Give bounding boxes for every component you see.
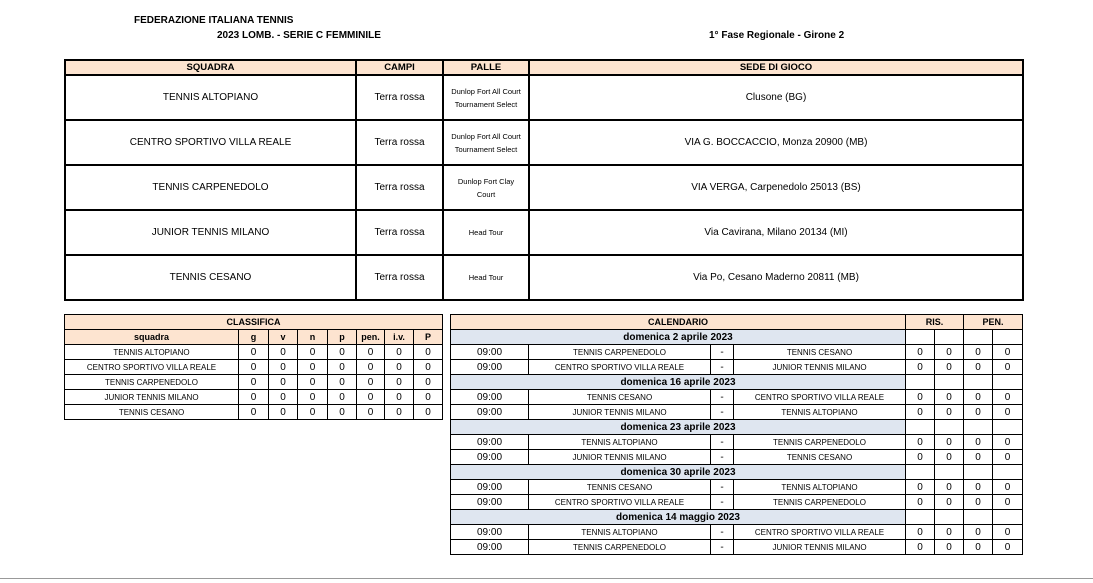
calendar-day-row — [451, 420, 1023, 435]
teams-table — [64, 59, 1024, 301]
classifica-row — [65, 405, 443, 420]
match-pen-away: 0 — [993, 480, 1023, 495]
classifica-value: 0 — [239, 390, 269, 405]
match-home-team: TENNIS ALTOPIANO — [529, 435, 711, 450]
page-bottom-rule — [0, 578, 1093, 579]
phase-title: 1° Fase Regionale - Girone 2 — [709, 30, 845, 41]
classifica-value: 0 — [385, 390, 414, 405]
match-pen-away: 0 — [993, 540, 1023, 555]
classifica-value: 0 — [298, 345, 328, 360]
empty-score-cell — [935, 510, 964, 525]
match-pen-away: 0 — [993, 360, 1023, 375]
match-home-team: CENTRO SPORTIVO VILLA REALE — [529, 360, 711, 375]
empty-score-cell — [964, 375, 993, 390]
match-pen-home: 0 — [964, 390, 993, 405]
team-balls-line: Head Tour — [468, 228, 504, 237]
classifica-team: TENNIS CARPENEDOLO — [65, 375, 239, 390]
match-separator: - — [711, 405, 734, 420]
classifica-team: TENNIS CESANO — [65, 405, 239, 420]
classifica-team: TENNIS ALTOPIANO — [65, 345, 239, 360]
classifica-title: CLASSIFICA — [65, 315, 443, 330]
classifica-col-header: pen. — [357, 330, 385, 345]
championship-title: 2023 LOMB. - SERIE C FEMMINILE — [217, 30, 381, 41]
team-balls — [443, 165, 529, 210]
match-away-team: TENNIS ALTOPIANO — [734, 405, 906, 420]
empty-score-cell — [906, 330, 935, 345]
empty-score-cell — [906, 465, 935, 480]
classifica-value: 0 — [239, 405, 269, 420]
match-pen-away: 0 — [993, 345, 1023, 360]
classifica-value: 0 — [239, 360, 269, 375]
match-ris-away: 0 — [935, 360, 964, 375]
classifica-value: 0 — [239, 345, 269, 360]
match-separator: - — [711, 390, 734, 405]
team-name: JUNIOR TENNIS MILANO — [65, 210, 356, 255]
classifica-row — [65, 390, 443, 405]
team-balls-line: Head Tour — [468, 273, 504, 282]
team-balls — [443, 255, 529, 300]
match-ris-away: 0 — [935, 390, 964, 405]
match-time: 09:00 — [451, 405, 529, 420]
classifica-team: JUNIOR TENNIS MILANO — [65, 390, 239, 405]
match-home-team: JUNIOR TENNIS MILANO — [529, 450, 711, 465]
calendario-title: CALENDARIO — [451, 315, 906, 330]
classifica-value: 0 — [269, 390, 298, 405]
classifica-value: 0 — [328, 390, 357, 405]
classifica-col-header: P — [414, 330, 443, 345]
match-pen-home: 0 — [964, 495, 993, 510]
calendar-date: domenica 2 aprile 2023 — [451, 330, 906, 345]
match-ris-home: 0 — [906, 435, 935, 450]
pen-header: PEN. — [964, 315, 1023, 330]
classifica-value: 0 — [239, 375, 269, 390]
classifica-row — [65, 360, 443, 375]
match-home-team: JUNIOR TENNIS MILANO — [529, 405, 711, 420]
match-home-team: TENNIS CESANO — [529, 390, 711, 405]
calendar-match-row — [451, 480, 1023, 495]
match-time: 09:00 — [451, 435, 529, 450]
match-separator: - — [711, 525, 734, 540]
match-ris-home: 0 — [906, 345, 935, 360]
match-pen-home: 0 — [964, 540, 993, 555]
match-separator: - — [711, 540, 734, 555]
match-pen-home: 0 — [964, 360, 993, 375]
empty-score-cell — [964, 510, 993, 525]
col-sede: SEDE DI GIOCO — [529, 60, 1023, 75]
classifica-value: 0 — [357, 360, 385, 375]
match-ris-home: 0 — [906, 360, 935, 375]
classifica-value: 0 — [385, 345, 414, 360]
match-away-team: TENNIS CESANO — [734, 345, 906, 360]
match-pen-home: 0 — [964, 525, 993, 540]
match-time: 09:00 — [451, 495, 529, 510]
teams-table-header — [65, 60, 1023, 75]
match-pen-away: 0 — [993, 525, 1023, 540]
calendar-day-row — [451, 465, 1023, 480]
calendar-date: domenica 30 aprile 2023 — [451, 465, 906, 480]
col-squadra: SQUADRA — [65, 60, 356, 75]
classifica-col-header: i.v. — [385, 330, 414, 345]
empty-score-cell — [993, 465, 1023, 480]
classifica-value: 0 — [385, 405, 414, 420]
team-balls — [443, 210, 529, 255]
empty-score-cell — [964, 420, 993, 435]
match-pen-home: 0 — [964, 480, 993, 495]
match-time: 09:00 — [451, 450, 529, 465]
match-ris-home: 0 — [906, 480, 935, 495]
match-home-team: TENNIS ALTOPIANO — [529, 525, 711, 540]
calendar-match-row — [451, 435, 1023, 450]
match-pen-away: 0 — [993, 495, 1023, 510]
calendar-day-row — [451, 510, 1023, 525]
calendar-match-row — [451, 540, 1023, 555]
empty-score-cell — [993, 510, 1023, 525]
match-ris-home: 0 — [906, 540, 935, 555]
match-ris-away: 0 — [935, 405, 964, 420]
team-courts: Terra rossa — [356, 210, 443, 255]
match-ris-away: 0 — [935, 495, 964, 510]
empty-score-cell — [964, 465, 993, 480]
empty-score-cell — [935, 330, 964, 345]
match-separator: - — [711, 495, 734, 510]
match-time: 09:00 — [451, 360, 529, 375]
team-courts: Terra rossa — [356, 165, 443, 210]
match-ris-home: 0 — [906, 390, 935, 405]
match-ris-home: 0 — [906, 495, 935, 510]
match-pen-home: 0 — [964, 405, 993, 420]
empty-score-cell — [906, 420, 935, 435]
match-ris-home: 0 — [906, 525, 935, 540]
classifica-value: 0 — [414, 405, 443, 420]
empty-score-cell — [993, 375, 1023, 390]
classifica-value: 0 — [298, 390, 328, 405]
classifica-value: 0 — [298, 375, 328, 390]
team-venue: VIA VERGA, Carpenedolo 25013 (BS) — [529, 165, 1023, 210]
match-away-team: JUNIOR TENNIS MILANO — [734, 360, 906, 375]
match-pen-home: 0 — [964, 345, 993, 360]
match-separator: - — [711, 435, 734, 450]
match-ris-away: 0 — [935, 525, 964, 540]
match-time: 09:00 — [451, 525, 529, 540]
match-time: 09:00 — [451, 540, 529, 555]
classifica-value: 0 — [414, 360, 443, 375]
match-ris-away: 0 — [935, 345, 964, 360]
calendar-day-row — [451, 330, 1023, 345]
ris-header: RIS. — [906, 315, 964, 330]
classifica-col-header: g — [239, 330, 269, 345]
team-balls-line: Court — [476, 189, 496, 199]
classifica-value: 0 — [298, 360, 328, 375]
team-row — [65, 165, 1023, 210]
classifica-value: 0 — [414, 375, 443, 390]
classifica-value: 0 — [269, 375, 298, 390]
empty-score-cell — [935, 375, 964, 390]
classifica-value: 0 — [269, 405, 298, 420]
team-balls-line: Dunlop Fort Clay — [457, 176, 515, 186]
match-ris-home: 0 — [906, 450, 935, 465]
calendar-match-row — [451, 390, 1023, 405]
match-ris-home: 0 — [906, 405, 935, 420]
team-name: CENTRO SPORTIVO VILLA REALE — [65, 120, 356, 165]
match-ris-away: 0 — [935, 450, 964, 465]
match-ris-away: 0 — [935, 480, 964, 495]
match-pen-away: 0 — [993, 390, 1023, 405]
calendario-table — [450, 314, 1023, 555]
team-row — [65, 255, 1023, 300]
classifica-value: 0 — [385, 360, 414, 375]
empty-score-cell — [906, 510, 935, 525]
calendar-date: domenica 14 maggio 2023 — [451, 510, 906, 525]
team-balls-line: Dunlop Fort All Court — [451, 131, 521, 141]
classifica-value: 0 — [357, 390, 385, 405]
empty-score-cell — [906, 375, 935, 390]
team-row — [65, 75, 1023, 120]
classifica-col-header: v — [269, 330, 298, 345]
classifica-col-header: p — [328, 330, 357, 345]
calendar-match-row — [451, 345, 1023, 360]
team-balls — [443, 75, 529, 120]
classifica-col-header: squadra — [65, 330, 239, 345]
team-venue: VIA G. BOCCACCIO, Monza 20900 (MB) — [529, 120, 1023, 165]
classifica-value: 0 — [328, 405, 357, 420]
team-balls-line: Dunlop Fort All Court — [451, 86, 521, 96]
team-balls-line: Tournament Select — [454, 144, 518, 154]
classifica-value: 0 — [357, 345, 385, 360]
match-time: 09:00 — [451, 480, 529, 495]
classifica-value: 0 — [414, 390, 443, 405]
federation-title: FEDERAZIONE ITALIANA TENNIS — [134, 15, 294, 26]
match-separator: - — [711, 345, 734, 360]
match-ris-away: 0 — [935, 435, 964, 450]
calendar-match-row — [451, 450, 1023, 465]
classifica-value: 0 — [269, 345, 298, 360]
match-time: 09:00 — [451, 390, 529, 405]
classifica-value: 0 — [298, 405, 328, 420]
match-pen-away: 0 — [993, 435, 1023, 450]
classifica-row — [65, 345, 443, 360]
empty-score-cell — [935, 465, 964, 480]
classifica-table — [64, 314, 443, 420]
match-pen-away: 0 — [993, 450, 1023, 465]
team-venue: Via Po, Cesano Maderno 20811 (MB) — [529, 255, 1023, 300]
match-away-team: TENNIS CESANO — [734, 450, 906, 465]
team-name: TENNIS ALTOPIANO — [65, 75, 356, 120]
team-name: TENNIS CARPENEDOLO — [65, 165, 356, 210]
match-separator: - — [711, 480, 734, 495]
team-row — [65, 210, 1023, 255]
calendar-match-row — [451, 525, 1023, 540]
match-separator: - — [711, 450, 734, 465]
team-venue: Via Cavirana, Milano 20134 (MI) — [529, 210, 1023, 255]
match-ris-away: 0 — [935, 540, 964, 555]
classifica-value: 0 — [269, 360, 298, 375]
match-home-team: TENNIS CARPENEDOLO — [529, 345, 711, 360]
team-row — [65, 120, 1023, 165]
classifica-col-header: n — [298, 330, 328, 345]
calendar-date: domenica 16 aprile 2023 — [451, 375, 906, 390]
calendar-day-row — [451, 375, 1023, 390]
empty-score-cell — [935, 420, 964, 435]
calendar-match-row — [451, 405, 1023, 420]
classifica-row — [65, 375, 443, 390]
match-away-team: TENNIS CARPENEDOLO — [734, 495, 906, 510]
match-separator: - — [711, 360, 734, 375]
team-balls — [443, 120, 529, 165]
col-palle: PALLE — [443, 60, 529, 75]
empty-score-cell — [964, 330, 993, 345]
match-pen-home: 0 — [964, 450, 993, 465]
team-venue: Clusone (BG) — [529, 75, 1023, 120]
match-home-team: CENTRO SPORTIVO VILLA REALE — [529, 495, 711, 510]
calendar-date: domenica 23 aprile 2023 — [451, 420, 906, 435]
match-away-team: CENTRO SPORTIVO VILLA REALE — [734, 390, 906, 405]
match-time: 09:00 — [451, 345, 529, 360]
classifica-value: 0 — [357, 405, 385, 420]
classifica-value: 0 — [328, 360, 357, 375]
match-pen-away: 0 — [993, 405, 1023, 420]
empty-score-cell — [993, 330, 1023, 345]
match-pen-home: 0 — [964, 435, 993, 450]
match-away-team: JUNIOR TENNIS MILANO — [734, 540, 906, 555]
team-courts: Terra rossa — [356, 120, 443, 165]
team-name: TENNIS CESANO — [65, 255, 356, 300]
classifica-value: 0 — [328, 345, 357, 360]
team-courts: Terra rossa — [356, 75, 443, 120]
calendar-match-row — [451, 495, 1023, 510]
match-home-team: TENNIS CESANO — [529, 480, 711, 495]
match-away-team: TENNIS ALTOPIANO — [734, 480, 906, 495]
empty-score-cell — [993, 420, 1023, 435]
classifica-value: 0 — [357, 375, 385, 390]
classifica-value: 0 — [385, 375, 414, 390]
match-away-team: TENNIS CARPENEDOLO — [734, 435, 906, 450]
col-campi: CAMPI — [356, 60, 443, 75]
team-balls-line: Tournament Select — [454, 99, 518, 109]
match-home-team: TENNIS CARPENEDOLO — [529, 540, 711, 555]
classifica-team: CENTRO SPORTIVO VILLA REALE — [65, 360, 239, 375]
calendar-match-row — [451, 360, 1023, 375]
team-courts: Terra rossa — [356, 255, 443, 300]
classifica-value: 0 — [328, 375, 357, 390]
classifica-value: 0 — [414, 345, 443, 360]
match-away-team: CENTRO SPORTIVO VILLA REALE — [734, 525, 906, 540]
